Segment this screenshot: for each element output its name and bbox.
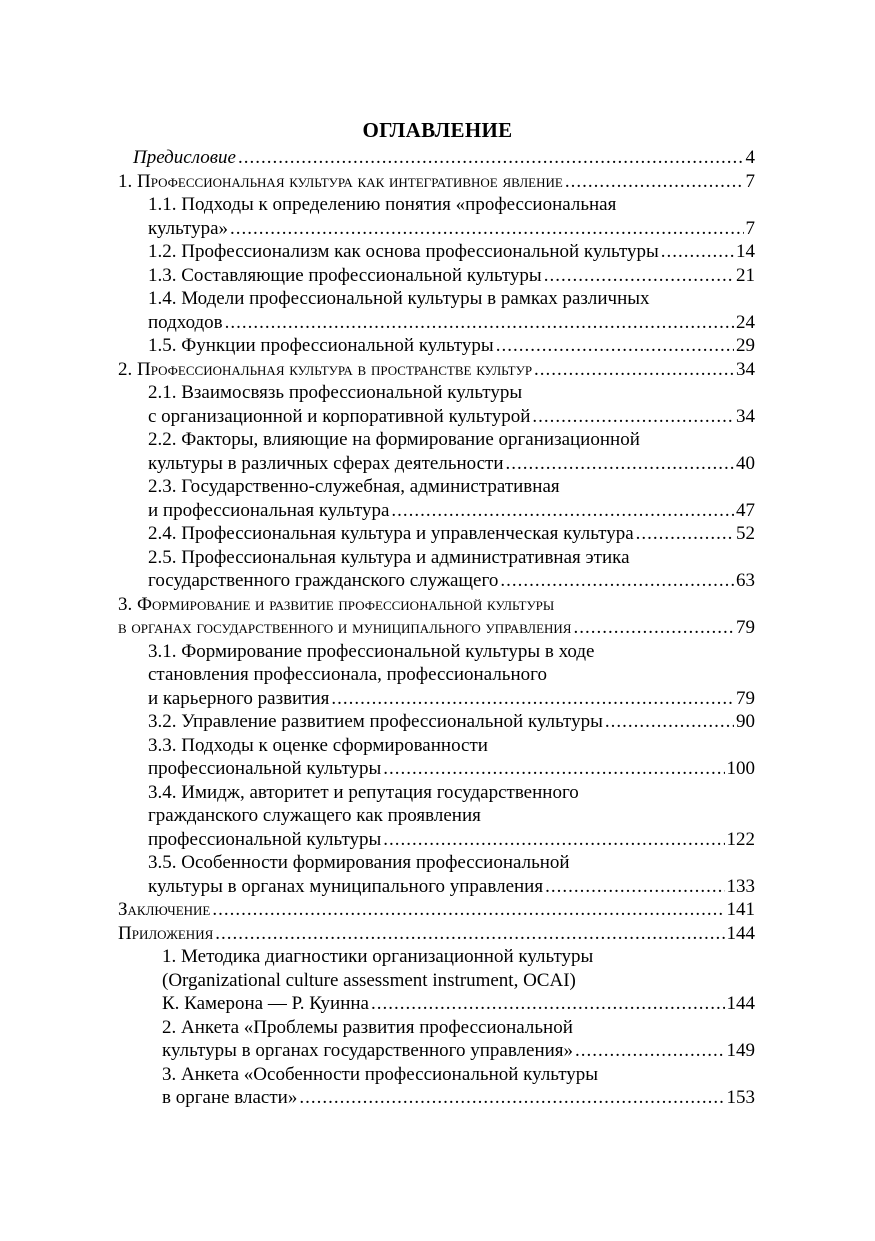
toc-entry-text: 3.3. Подходы к оценке сформированности [148, 734, 488, 756]
toc-entry-text: 1.3. Составляющие профессиональной культуры [148, 264, 542, 286]
page-number: 122 [726, 828, 755, 850]
page-number: 4 [745, 147, 755, 168]
toc-entry-text: Приложения [118, 922, 214, 944]
page-number: 47 [736, 499, 755, 521]
toc-entry-text: 3.2. Управление развитием профессиональной культуры [148, 711, 603, 732]
dot-leader [534, 358, 734, 382]
dot-leader [391, 499, 734, 523]
page-number: 34 [736, 405, 755, 427]
page-number: 144 [726, 993, 755, 1014]
toc-entry-text: 2.1. Взаимосвязь профессиональной культуры [148, 382, 523, 403]
toc-entry-text: культуры в органах государственного управления» [162, 1040, 574, 1061]
toc-entry-text: государственного гражданского служащего [148, 570, 499, 591]
dot-leader [383, 828, 724, 852]
page-number: 153 [726, 1087, 755, 1108]
dot-leader [661, 240, 734, 264]
toc-entry-text: профессиональной культуры [148, 828, 382, 850]
toc-entry-text: 2. Анкета «Проблемы развития профессиональной [162, 1016, 573, 1038]
toc-entry-text: гражданского служащего как проявления [148, 805, 481, 826]
toc-entry-text: Предисловие [133, 147, 236, 168]
toc-entry-text: 1.2. Профессионализм как основа профессиональной культуры [148, 241, 659, 262]
page-title: ОГЛАВЛЕНИЕ [362, 118, 513, 142]
toc-entry-text: 2.4. Профессиональная культура и управленческая культура [148, 523, 634, 544]
toc-entry-text: 3. Анкета «Особенности профессиональной культуры [162, 1063, 599, 1085]
dot-leader [225, 311, 734, 335]
toc-entry-text: и карьерного развития [148, 687, 330, 709]
toc-entry-text: (Organizational culture assessment instrument, OCAI) [162, 969, 576, 991]
dot-leader [299, 1086, 724, 1110]
dot-leader [383, 757, 724, 781]
toc-entry-text: 3.1. Формирование профессиональной культуры в ходе [148, 640, 595, 662]
toc-entry-text: Заключение [118, 899, 211, 920]
toc-entry-text: в органах государственного и муниципального управления [118, 617, 572, 638]
page-number: 90 [736, 711, 755, 732]
page-number: 14 [736, 241, 755, 262]
dot-leader [565, 170, 744, 194]
dot-leader [500, 569, 734, 593]
dot-leader [545, 875, 724, 899]
page-number: 141 [726, 899, 755, 920]
toc-entry-text: с организационной и корпоративной культурой [148, 405, 531, 427]
dot-leader [605, 710, 734, 734]
toc-entry-text: 1. Методика диагностики организационной культуры [162, 946, 594, 967]
page-number: 100 [726, 758, 755, 779]
page-number: 79 [736, 687, 755, 709]
toc-entry-text: 2.5. Профессиональная культура и административная этика [148, 546, 630, 568]
toc-entry-text: становления профессионала, профессионального [148, 664, 547, 685]
toc-entry-text: подходов [148, 311, 223, 333]
page-number: 7 [745, 217, 755, 239]
page-number: 21 [736, 264, 755, 286]
page-number: 34 [736, 358, 755, 380]
toc-entry-text: 3. Формирование и развитие профессиональной культуры [118, 593, 555, 615]
dot-leader [636, 522, 734, 546]
toc-entry-text: К. Камерона — Р. Куинна [162, 993, 369, 1014]
toc-entry-text: 3.5. Особенности формирования профессиональной [148, 852, 570, 873]
toc-entry-text: 2.3. Государственно-служебная, административная [148, 476, 560, 497]
toc-entry-text: культуры в различных сферах деятельности [148, 452, 504, 474]
page-number: 133 [726, 875, 755, 897]
toc-entry-text: в органе власти» [162, 1087, 298, 1108]
dot-leader [331, 687, 734, 711]
toc-entry-text: культуры в органах муниципального управления [148, 875, 544, 897]
page-number: 24 [736, 311, 755, 333]
page-number: 149 [726, 1040, 755, 1061]
page-number: 29 [736, 335, 755, 356]
dot-leader [506, 452, 734, 476]
dot-leader [544, 264, 734, 288]
page-number: 7 [745, 170, 755, 192]
dot-leader [212, 898, 724, 922]
toc-entry-text: 1. Профессиональная культура как интегративное явление [118, 170, 563, 192]
toc-entry-text: 1.5. Функции профессиональной культуры [148, 335, 494, 356]
toc-entry-text: культура» [148, 217, 229, 239]
toc-entry-text: 1.4. Модели профессиональной культуры в рамках различных [148, 288, 650, 309]
toc-entry-text: 2.2. Факторы, влияющие на формирование организационной [148, 429, 640, 450]
dot-leader [371, 992, 725, 1016]
toc-entry-text: и профессиональная культура [148, 499, 390, 521]
dot-leader [215, 922, 724, 946]
dot-leader [238, 146, 744, 170]
toc-entry-text: 2. Профессиональная культура в пространстве культур [118, 358, 533, 380]
page-number: 63 [736, 570, 755, 591]
toc-entry-text: профессиональной культуры [148, 758, 382, 779]
dot-leader [496, 334, 734, 358]
page-number: 144 [726, 922, 755, 944]
page-number: 40 [736, 452, 755, 474]
dot-leader [573, 616, 734, 640]
dot-leader [575, 1039, 724, 1063]
toc-entry-text: 1.1. Подходы к определению понятия «профессиональная [148, 194, 617, 215]
page-number: 79 [736, 617, 755, 638]
page-number: 52 [736, 523, 755, 544]
dot-leader [532, 405, 734, 429]
dot-leader [230, 217, 743, 241]
toc-entry-text: 3.4. Имидж, авторитет и репутация государственного [148, 781, 579, 803]
